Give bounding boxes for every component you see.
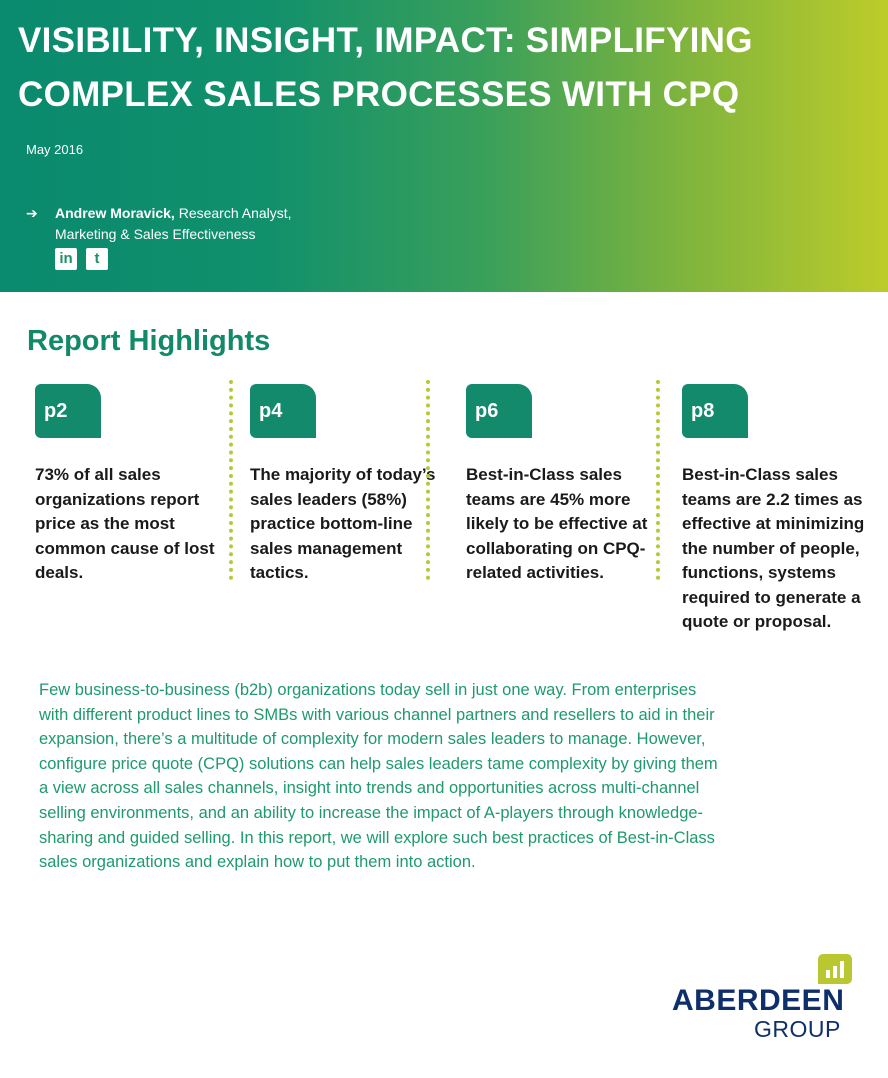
twitter-icon[interactable]: t xyxy=(86,248,108,270)
highlight-text: The majority of today’s sales leaders (58%) practice bottom-line sales management tactics. xyxy=(250,465,436,582)
highlight-text: Best-in-Class sales teams are 2.2 times as effective at minimizing the number of people, functions, systems required to generate a quote or proposal. xyxy=(682,465,865,631)
page-badge[interactable]: p8 xyxy=(682,384,748,438)
social-links xyxy=(55,248,108,270)
section-title: Report Highlights xyxy=(27,325,271,357)
author-name: Andrew Moravick, xyxy=(55,205,175,221)
publish-date: May 2016 xyxy=(26,142,84,157)
author-block xyxy=(26,203,292,245)
highlight-text: 73% of all sales organizations report price as the most common cause of lost deals. xyxy=(35,465,215,582)
report-title-line-1: VISIBILITY, INSIGHT, IMPACT: SIMPLIFYING xyxy=(18,21,753,60)
intro-paragraph: Few business-to-business (b2b) organizations today sell in just one way. From enterprises with different product lines to SMBs with various channel partners and resellers to aid in their expansion, there’s a multitude of complexity for modern sales leaders to manage. However, configure price quote (CPQ) solutions can help sales leaders tame complexity by giving them a view across all sales channels, insight into trends and opportunities across multi-channel selling environments, and an ability to increase the impact of A-players through knowledge-sharing and guided selling. In this report, we will explore such best practices of Best-in-Class sales organizations and explain how to put them into action. xyxy=(39,681,718,872)
logo-wordmark: ABERDEEN xyxy=(672,984,845,1017)
page-badge[interactable]: p2 xyxy=(35,384,101,438)
highlight-card xyxy=(466,384,666,586)
page-badge[interactable]: p4 xyxy=(250,384,316,438)
author-line-1 xyxy=(26,203,292,224)
column-divider xyxy=(656,380,660,580)
author-role: Research Analyst, xyxy=(174,205,292,221)
header-banner xyxy=(0,0,888,292)
aberdeen-logo xyxy=(668,954,858,1044)
column-divider xyxy=(426,380,430,580)
author-department: Marketing & Sales Effectiveness xyxy=(55,226,256,242)
logo-subword: GROUP xyxy=(754,1016,841,1042)
report-title xyxy=(18,14,878,122)
highlight-card xyxy=(250,384,450,586)
arrow-right-icon: ➔ xyxy=(26,205,38,221)
report-title-line-2: COMPLEX SALES PROCESSES WITH CPQ xyxy=(18,75,740,114)
highlight-card xyxy=(682,384,882,635)
highlight-card xyxy=(35,384,235,586)
highlight-text: Best-in-Class sales teams are 45% more likely to be effective at collaborating on CPQ-related activities. xyxy=(466,465,648,582)
column-divider xyxy=(229,380,233,580)
page-badge[interactable]: p6 xyxy=(466,384,532,438)
bar-chart-icon xyxy=(818,954,852,984)
linkedin-icon[interactable]: in xyxy=(55,248,77,270)
